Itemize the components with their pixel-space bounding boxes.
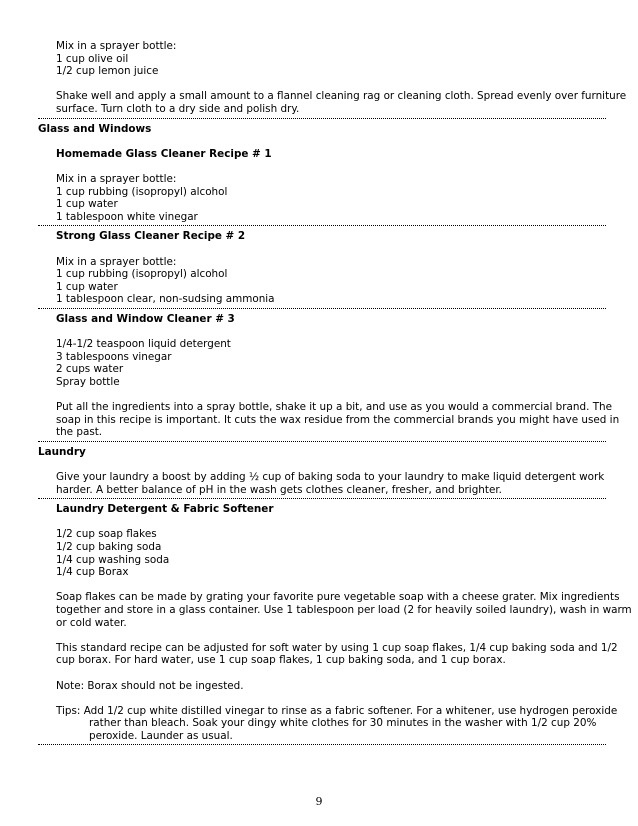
ingredient-line: 3 tablespoons vinegar [56,350,172,363]
instruction-line: surface. Turn cloth to a dry side and polish dry. [56,102,300,115]
page-content [38,40,632,749]
ingredient-line: 1/4 cup Borax [56,566,129,579]
instruction-line: Put all the ingredients into a spray bottle, shake it up a bit, and use as you would a commercial brand. The [56,401,613,414]
recipe-title: Glass and Window Cleaner # 3 [56,312,235,325]
paragraph-line: or cold water. [56,616,127,629]
dotted-divider [38,498,606,499]
instruction-line: soap in this recipe is important. It cuts the wax residue from the commercial brands you might have used in [56,413,620,426]
tips-line: Tips: Add 1/2 cup white distilled vinegar to rinse as a fabric softener. For a whitener, use hydrogen peroxide [56,704,618,717]
paragraph-line: together and store in a glass container. Use 1 tablespoon per load (2 for heavily soiled laundry), wash in warm [56,603,632,616]
ingredient-line: 1 tablespoon white vinegar [56,210,198,223]
ingredient-line: 1/4-1/2 teaspoon liquid detergent [56,338,231,351]
ingredient-line: 1/2 cup baking soda [56,540,162,553]
ingredient-line: 1/2 cup soap flakes [56,528,157,541]
laundry-intro-line: harder. A better balance of pH in the wash gets clothes cleaner, fresher, and brighter. [56,483,502,496]
section-heading-glass: Glass and Windows [38,122,152,135]
laundry-intro-line: Give your laundry a boost by adding ½ cup of baking soda to your laundry to make liquid detergent work [56,471,605,483]
dotted-divider [38,441,606,442]
dotted-divider [38,744,606,745]
paragraph-line: Soap flakes can be made by grating your favorite pure vegetable soap with a cheese grater. Mix ingredients [56,591,620,604]
dotted-divider [38,225,606,226]
paragraph-line: cup borax. For hard water, use 1 cup soap flakes, 1 cup baking soda, and 1 cup borax. [56,654,506,667]
ingredient-line: 1/4 cup washing soda [56,553,170,566]
recipe-intro: Mix in a sprayer bottle: [56,172,177,185]
furniture-intro: Mix in a sprayer bottle: [56,40,177,52]
instruction-line: Shake well and apply a small amount to a flannel cleaning rag or cleaning cloth. Spread evenly over furniture [56,90,627,103]
recipe-title: Strong Glass Cleaner Recipe # 2 [56,230,246,243]
tips-line: rather than bleach. Soak your dingy white clothes for 30 minutes in the washer with 1/2 cup 20% [89,717,597,730]
tips-line: peroxide. Launder as usual. [89,729,233,742]
instruction-line: the past. [56,426,103,439]
recipe-title: Laundry Detergent & Fabric Softener [56,503,274,516]
ingredient-line: 1 cup water [56,198,118,211]
ingredient-line: 1 cup rubbing (isopropyl) alcohol [56,185,228,198]
ingredient-line: 1 cup water [56,280,118,293]
ingredient-line: 2 cups water [56,363,124,376]
page-number: 9 [315,795,323,808]
section-heading-laundry: Laundry [38,445,86,458]
ingredient-line: Spray bottle [56,375,120,388]
recipe-title: Homemade Glass Cleaner Recipe # 1 [56,147,272,160]
borax-note: Note: Borax should not be ingested. [56,679,244,692]
ingredient-line: 1/2 cup lemon juice [56,65,159,78]
dotted-divider [38,118,606,119]
dotted-divider [38,308,606,309]
paragraph-line: This standard recipe can be adjusted for soft water by using 1 cup soap flakes, 1/4 cup baking soda and 1/2 [56,641,618,654]
ingredient-line: 1 cup olive oil [56,52,129,65]
recipe-intro: Mix in a sprayer bottle: [56,255,177,268]
ingredient-line: 1 cup rubbing (isopropyl) alcohol [56,268,228,281]
ingredient-line: 1 tablespoon clear, non-sudsing ammonia [56,293,275,306]
